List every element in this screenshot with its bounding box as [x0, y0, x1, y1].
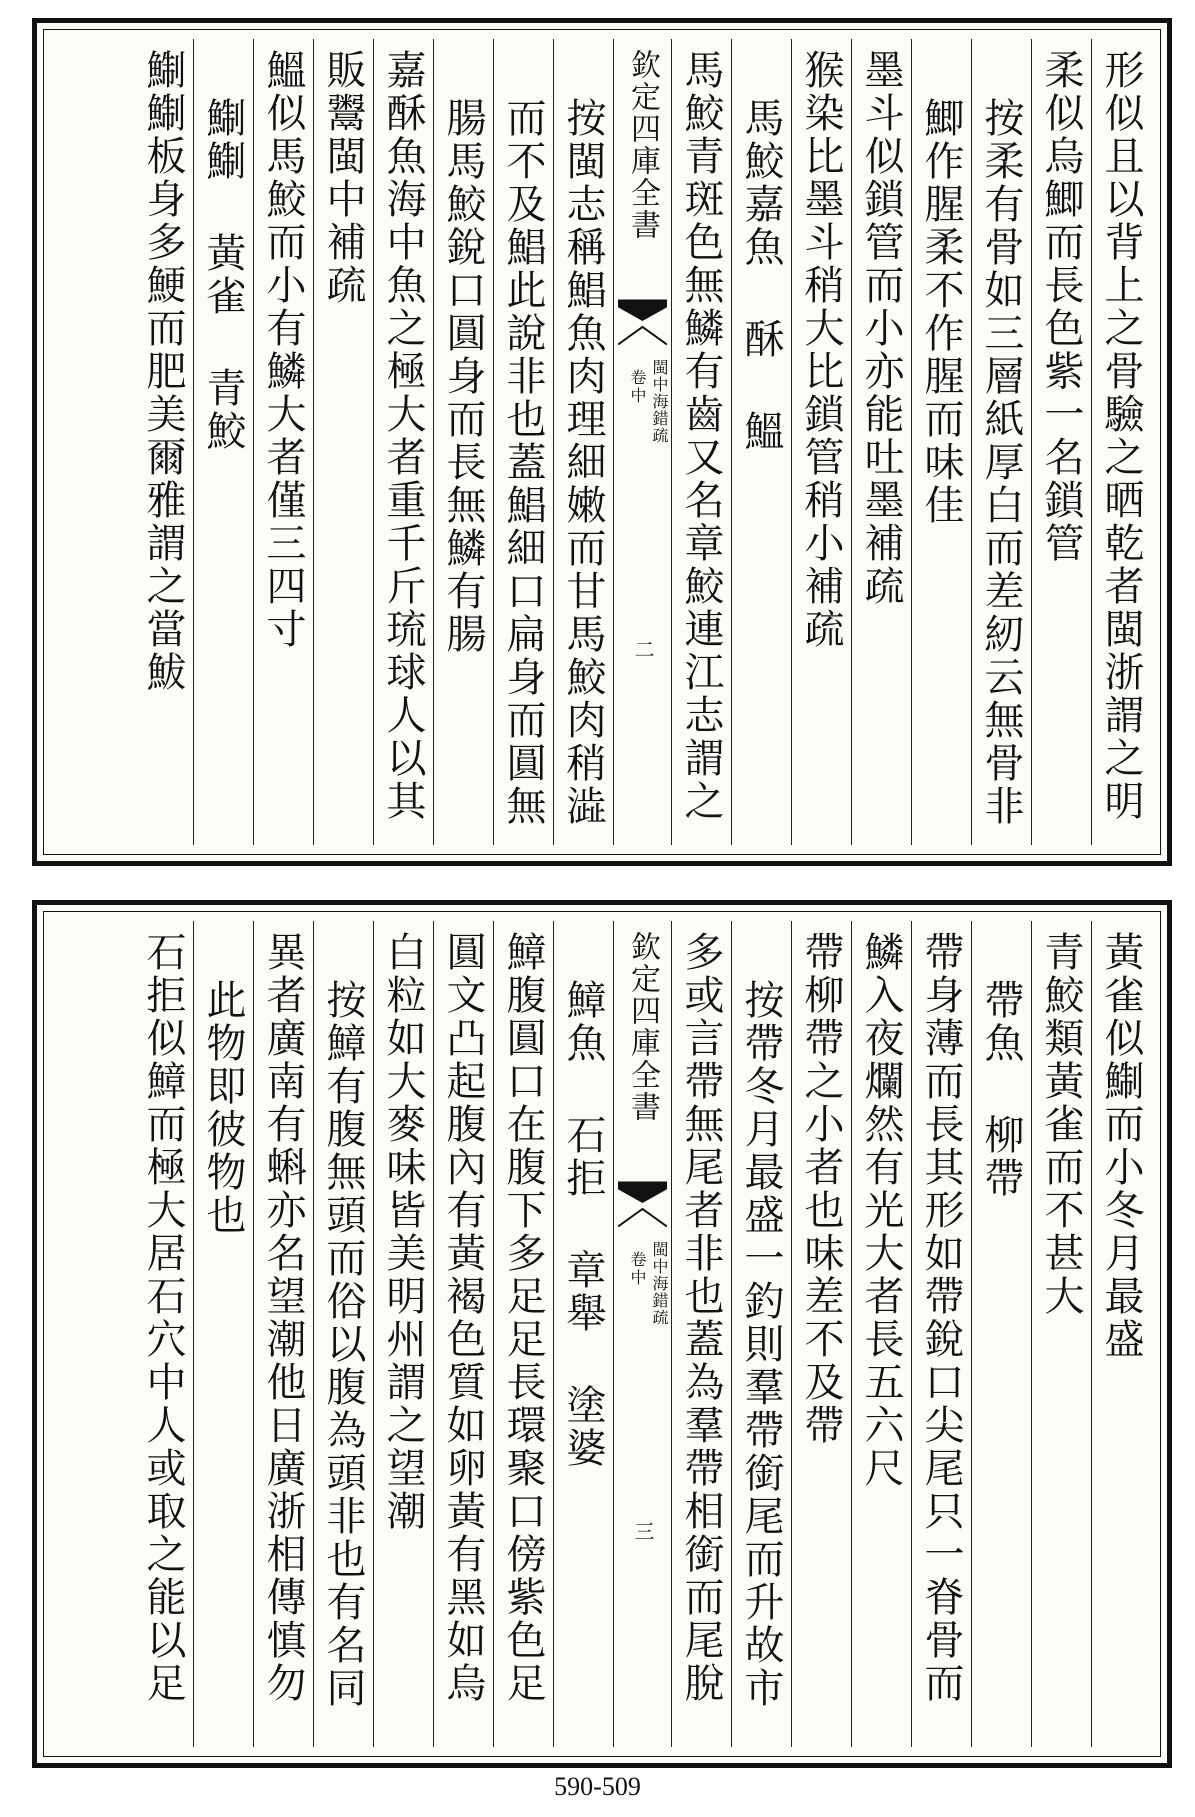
page-gutter	[613, 921, 671, 1747]
text-column: 青鮫類黃雀而不甚大	[1031, 921, 1091, 1747]
gutter-page-number: 二	[631, 639, 655, 661]
text-column: 黃雀似鯯而小冬月最盛	[1091, 921, 1151, 1747]
gutter-title: 欽定四庫全書	[625, 49, 660, 241]
lower-text-columns	[53, 921, 1151, 1747]
upper-text-columns	[53, 39, 1151, 845]
text-column: 而不及鯧此說非也蓋鯧細口扁身而圓無	[493, 39, 553, 845]
text-column: 鯽作腥柔不作腥而味佳	[911, 39, 971, 845]
text-column: 圓文凸起腹內有黃褐色質如卵黃有黑如烏	[433, 921, 493, 1747]
text-column: 石拒似鱆而極大居石穴中人或取之能以足	[140, 931, 186, 1705]
text-column: 異者廣南有蝌亦名望潮他日廣浙相傳慎勿	[253, 921, 313, 1747]
gutter-volume: 閩中海錯疏	[650, 1241, 669, 1326]
text-column: 猴染比墨斗稍大比鎖管稍小補疏	[791, 39, 851, 845]
page-gutter	[613, 39, 671, 845]
text-column: 按閩志稱鯧魚肉理細嫩而甘馬鮫肉稍澁	[553, 39, 613, 845]
text-column: 鰮似馬鮫而小有鱗大者僅三四寸	[253, 39, 313, 845]
text-column: 鯯鯯板身多鯁而肥美爾雅謂之當鮁	[140, 49, 186, 694]
text-column: 多或言帶無尾者非也蓋為羣帶相銜而尾脫	[671, 921, 731, 1747]
text-column: 販鬻閩中補疏	[313, 39, 373, 845]
gutter-title: 欽定四庫全書	[625, 931, 660, 1123]
text-column: 帶身薄而長其形如帶銳口尖尾只一脊骨而	[911, 921, 971, 1747]
text-column: 此物即彼物也	[193, 921, 253, 1747]
gutter-volume: 閩中海錯疏	[650, 359, 669, 444]
text-column: 鯯鯯 黃雀 青鮫	[193, 39, 253, 845]
text-column: 帶柳帶之小者也味差不及帶	[791, 921, 851, 1747]
text-column: 帶魚 柳帶	[971, 921, 1031, 1747]
text-column: 白粒如大麥味皆美明州謂之望潮	[373, 921, 433, 1747]
text-column: 馬鮫青斑色無鱗有齒又名章鮫連江志謂之	[671, 39, 731, 845]
gutter-page-number: 三	[631, 1521, 655, 1543]
lower-page	[32, 900, 1172, 1768]
text-column: 墨斗似鎖管而小亦能吐墨補疏	[851, 39, 911, 845]
text-column: 形似且以背上之骨驗之晒乾者閩浙謂之明	[1091, 39, 1151, 845]
text-column: 嘉酥魚海中魚之極大者重千斤琉球人以其	[373, 39, 433, 845]
fish-tail-ornament-icon	[618, 1181, 667, 1227]
text-column: 柔似烏鯽而長色紫一名鎖管	[1031, 39, 1091, 845]
gutter-volume-part: 卷中	[628, 369, 647, 405]
text-column: 馬鮫嘉魚 酥 鰮	[731, 39, 791, 845]
upper-page	[32, 18, 1172, 866]
text-column: 鱆腹圓口在腹下多足足長環聚口傍紫色足	[493, 921, 553, 1747]
page-footer-number: 590-509	[554, 1772, 641, 1801]
text-column: 腸馬鮫銳口圓身而長無鱗有腸	[433, 39, 493, 845]
text-column: 按柔有骨如三層紙厚白而差紉云無骨非	[971, 39, 1031, 845]
fish-tail-ornament-icon	[618, 299, 667, 345]
text-column: 按帶冬月最盛一釣則羣帶銜尾而升故市	[731, 921, 791, 1747]
text-column: 鱗入夜爛然有光大者長五六尺	[851, 921, 911, 1747]
gutter-volume-part: 卷中	[628, 1251, 647, 1287]
text-column: 鱆魚 石拒 章舉 塗婆	[553, 921, 613, 1747]
text-column: 按鱆有腹無頭而俗以腹為頭非也有名同	[313, 921, 373, 1747]
